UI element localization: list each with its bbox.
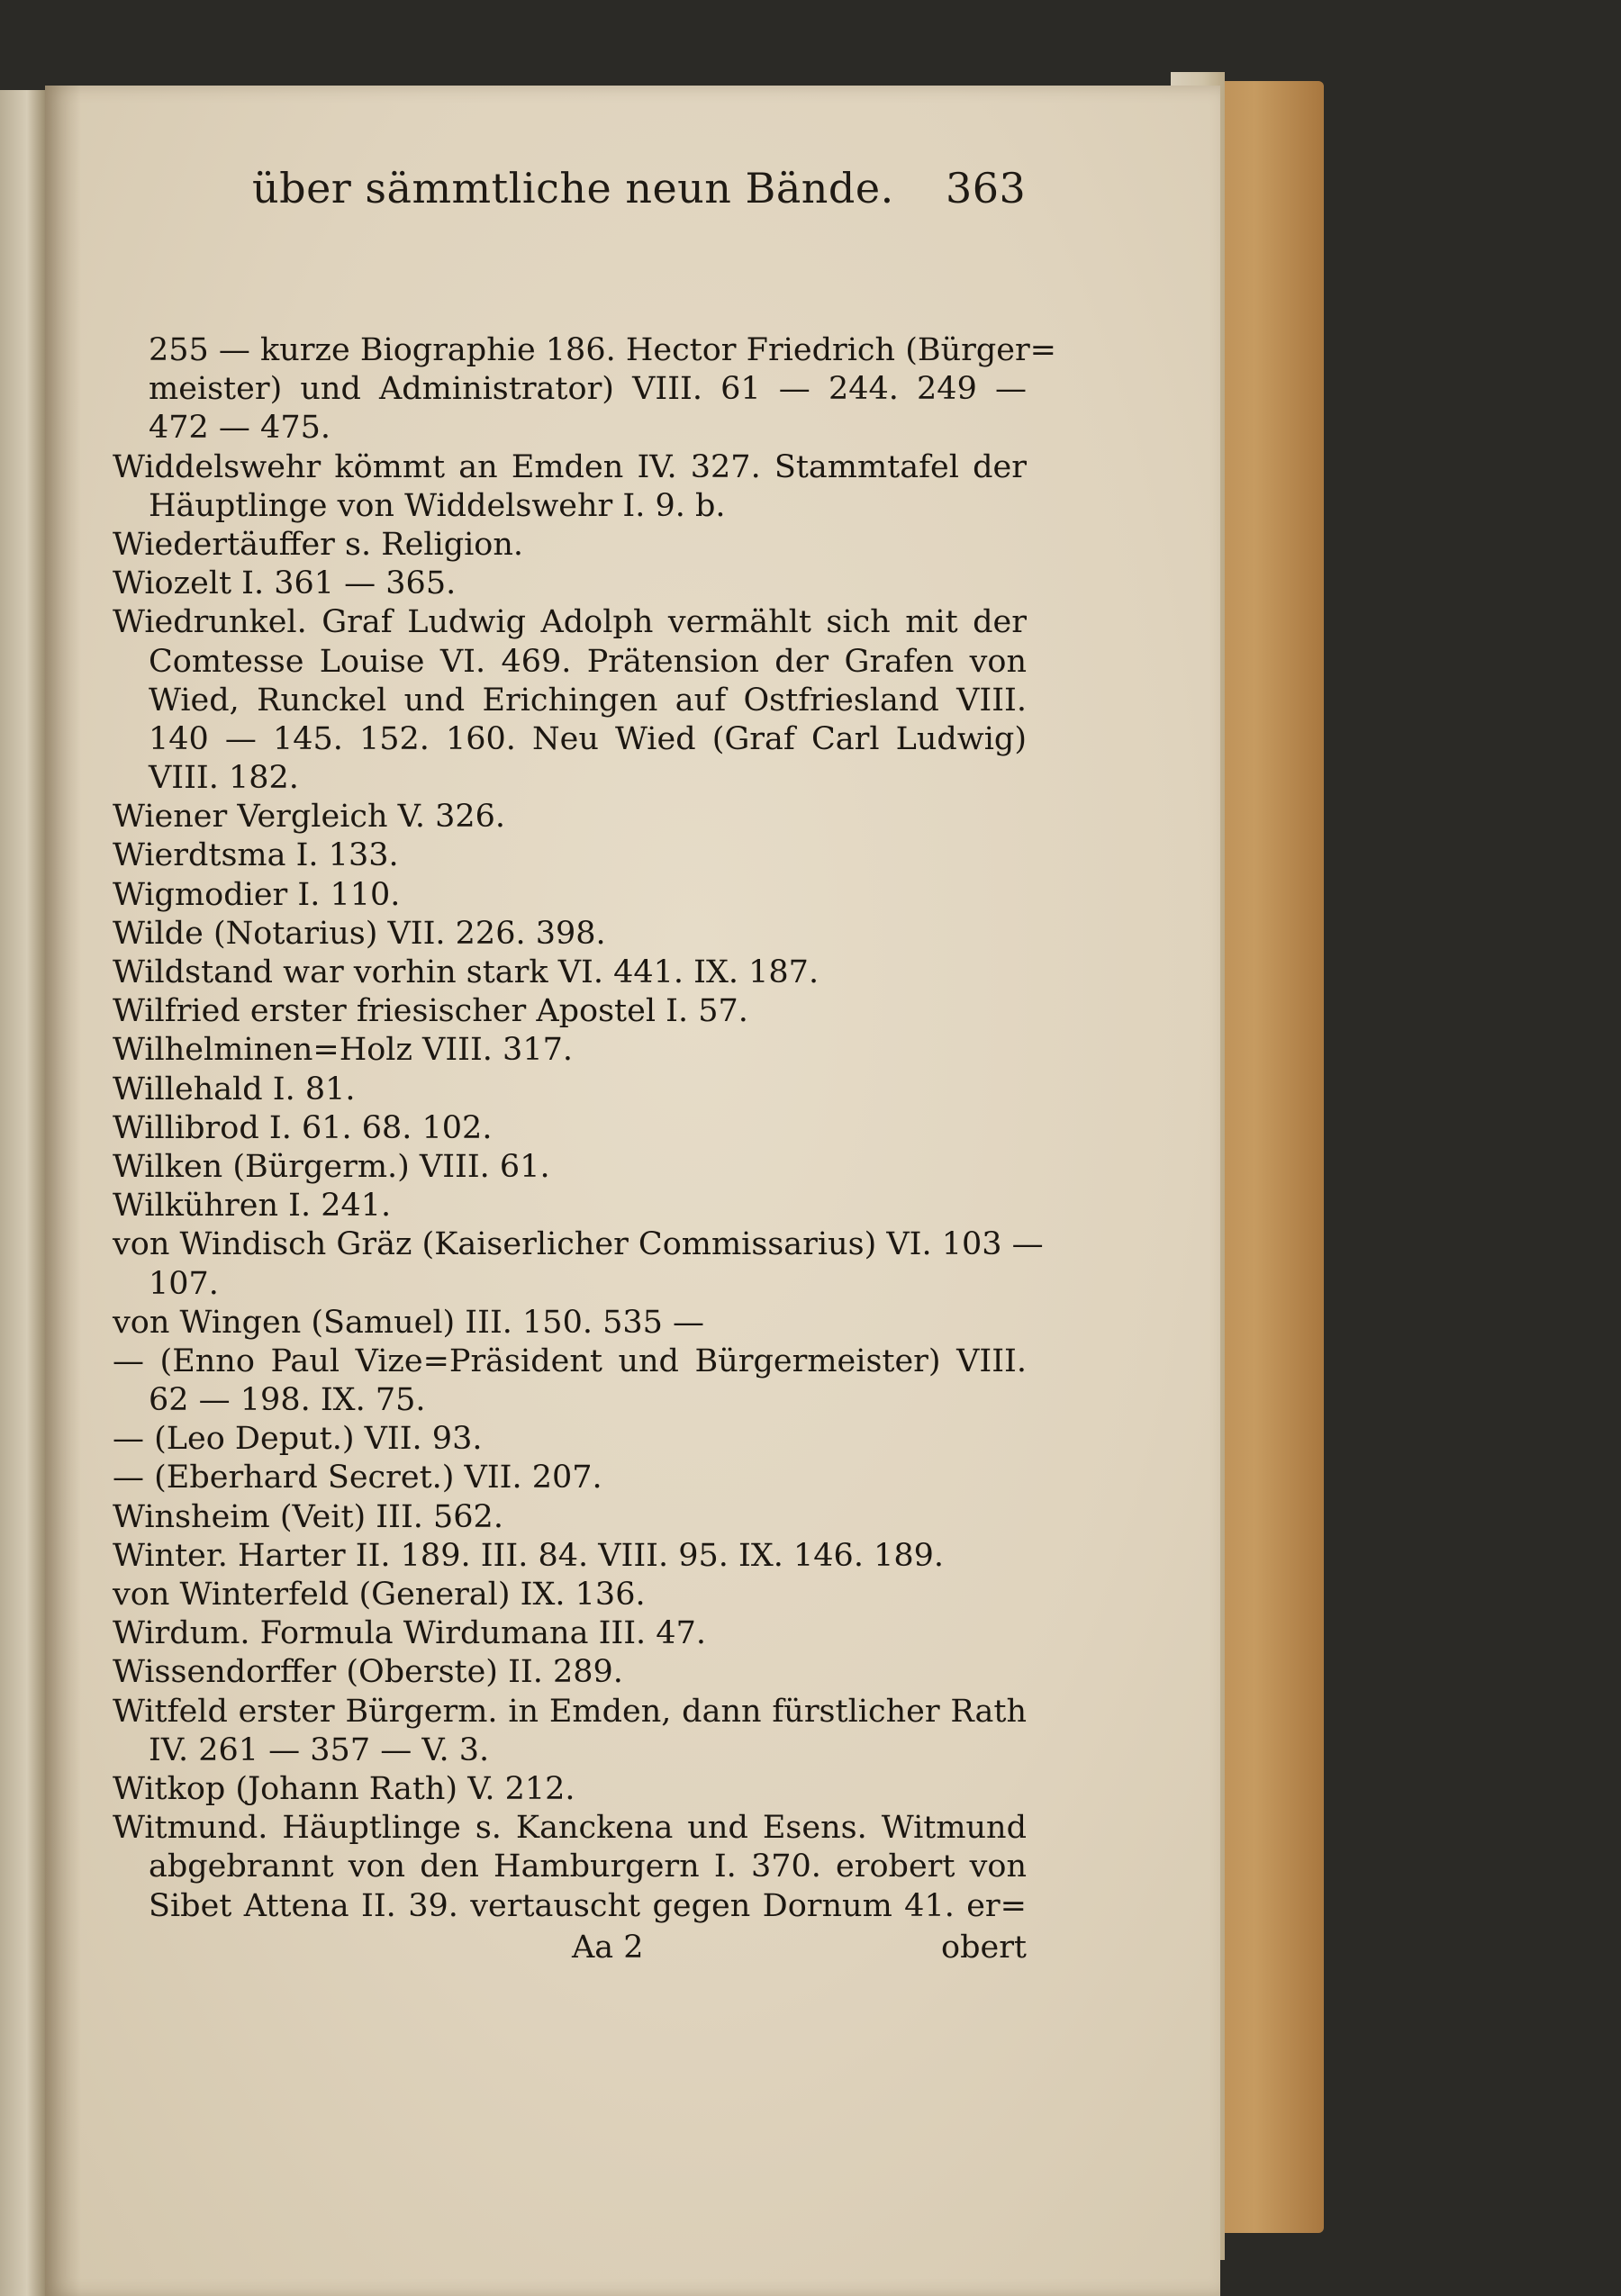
text-line: 62 — 198. IX. 75. (149, 1382, 426, 1419)
text-line: Witkop (Johann Rath) V. 212. (113, 1770, 575, 1807)
text-line: — (Leo Deput.) VII. 93. (113, 1421, 483, 1458)
text-line: Winter. Harter II. 189. III. 84. VIII. 95. IX. 146. 189. (113, 1537, 945, 1574)
text-line: Wiedertäuffer s. Religion. (113, 526, 524, 563)
text-line: Willehald I. 81. (113, 1071, 356, 1107)
text-line: 472 — 475. (149, 410, 331, 447)
text-line: Wigmodier I. 110. (113, 876, 401, 913)
text-line: Wilde (Notarius) VII. 226. 398. (113, 915, 606, 952)
text-line: Wilfried erster friesischer Apostel I. 57. (113, 993, 748, 1030)
page-gutter (45, 86, 81, 2296)
text-line: Witfeld erster Bürgerm. in Emden, dann fürstlicher Rath (113, 1693, 1027, 1730)
catchword: obert (941, 1930, 1027, 1966)
text-line: Widdelswehr kömmt an Emden IV. 327. Stammtafel der (113, 448, 1027, 485)
text-line: Wiozelt I. 361 — 365. (113, 565, 457, 602)
text-line: Winsheim (Veit) III. 562. (113, 1498, 503, 1535)
text-line: Wiedrunkel. Graf Ludwig Adolph vermählt sich mit der (113, 604, 1027, 641)
text-line: Wilkühren I. 241. (113, 1188, 392, 1225)
page-number: 363 (946, 164, 1027, 212)
text-line: Wierdtsma I. 133. (113, 837, 399, 874)
text-line: Witmund. Häuptlinge s. Kanckena und Esens. Witmund (113, 1810, 1027, 1847)
text-line: von Wingen (Samuel) III. 150. 535 — (113, 1304, 705, 1341)
page-footer (113, 1930, 1027, 1969)
text-line: abgebrannt von den Hamburgern I. 370. erobert von (149, 1849, 1027, 1885)
index-text (113, 331, 1057, 1926)
text-line: Comtesse Louise VI. 469. Prätension der Grafen von (149, 643, 1027, 680)
text-line: — (Enno Paul Vize=Präsident und Bürgermeister) VIII. (113, 1342, 1027, 1379)
text-line: 107. (149, 1265, 219, 1302)
text-line: Wirdum. Formula Wirdumana III. 47. (113, 1615, 706, 1652)
running-title: über sämmtliche neun Bände. (252, 164, 894, 212)
text-line: 140 — 145. 152. 160. Neu Wied (Graf Carl Ludwig) (149, 720, 1027, 757)
text-line: Wied, Runckel und Erichingen auf Ostfriesland VIII. (149, 682, 1027, 719)
text-line: Sibet Attena II. 39. vertauscht gegen Dornum 41. er= (149, 1887, 1027, 1924)
text-line: Häuptlinge von Widdelswehr I. 9. b. (149, 487, 726, 524)
text-line: Wiener Vergleich V. 326. (113, 799, 505, 836)
text-line: IV. 261 — 357 — V. 3. (149, 1731, 490, 1768)
text-line: Wilhelminen=Holz VIII. 317. (113, 1032, 573, 1069)
text-line: Wilken (Bürgerm.) VIII. 61. (113, 1148, 550, 1185)
text-line: meister) und Administrator) VIII. 61 — 244. 249 — (149, 371, 1027, 408)
text-line: Wissendorffer (Oberste) II. 289. (113, 1654, 623, 1691)
text-line: — (Eberhard Secret.) VII. 207. (113, 1460, 602, 1496)
text-line: von Windisch Gräz (Kaiserlicher Commissarius) VI. 103 — (113, 1226, 1044, 1263)
text-line: Willibrod I. 61. 68. 102. (113, 1109, 493, 1146)
text-line: VIII. 182. (149, 760, 299, 797)
text-line: von Winterfeld (General) IX. 136. (113, 1577, 646, 1613)
signature-mark: Aa 2 (572, 1930, 644, 1966)
text-line: 255 — kurze Biographie 186. Hector Friedrich (Bürger= (149, 332, 1057, 368)
text-line: Wildstand war vorhin stark VI. 441. IX. 187. (113, 954, 820, 990)
facing-page-edge (0, 90, 45, 2296)
